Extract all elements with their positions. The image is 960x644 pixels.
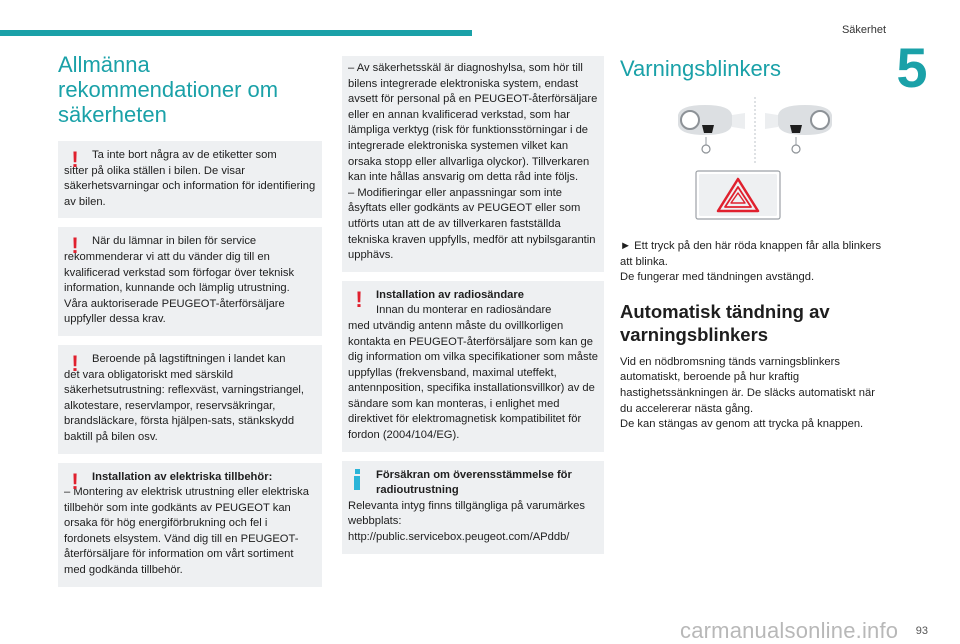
hazard-button-icon [696, 171, 780, 219]
instruction-text-2: De fungerar med tändningen avstängd. [620, 271, 815, 284]
note-text: – Modifieringar eller anpassningar som inte åsyftats eller godkänts av PEUGEOT eller som utförts utan att de av tillverkaren fastställda tekniska kraven uppfylls, medför att nybilsgarantin upphävs. [348, 186, 596, 262]
auto-hazard-text: Vid en nödbromsning tänds varningsblinkers automatiskt, beroende på hur kraftig hastighetssänkningen är. De släcks automatiskt när du accelererar nästa gång. [620, 355, 875, 415]
radio-warning-note: ! Installation av radiosändare Innan du monterar en radiosändare med utvändig antenn måste du ovillkorligen kontakta en PEUGEOT-återförsäljare som kan ge dig information om vilka specifikationer som måste uppfyllas (frekvensband, maximal uteffekt, antennposition, specifika installationsvillkor) av de sändare som kan monteras, i enlighet med direktivet för elektromagnetisk kompatibilitet för fordon (2004/104/EG). [342, 281, 604, 452]
warning-icon: ! [71, 468, 79, 494]
note-text: sitter på olika ställen i bilen. De visar säkerhetsvarningar och information för identifiering av bilen. [64, 164, 316, 208]
warning-note: ! Beroende på lagstiftningen i landet kan det vara obligatoriskt med särskild säkerhetsutrustning: reflexväst, varningstriangel, alkotestare, reservlampor, reservsäkringar, brandsläckare, första hjälpen-sats, stänkskydd baktill på bilen osv. [58, 345, 322, 454]
header-accent-bar [0, 30, 472, 36]
continued-note [342, 56, 604, 272]
title-line: Allmänna [58, 52, 150, 77]
warning-note: ! Installation av elektriska tillbehör: – Montering av elektrisk utrustning eller elektriska tillbehör som inte godkänts av PEUGEOT kan orsaka för hög energiförbrukning och fel i fordonets elsystem. Vänd dig till en PEUGEOT-återförsäljare för information om vårt sortiment med godkända tillbehör. [58, 463, 322, 587]
hazard-switch-diagram [620, 93, 890, 213]
info-icon [354, 469, 360, 490]
column-continued [342, 56, 604, 563]
warning-icon: ! [71, 233, 79, 259]
note-text: – Av säkerhetsskäl är diagnoshylsa, som hör till bilens integrerade elektroniska system, endast avsett för personal på en PEUGEOT-återförsäljare eller en annan kvalificerad verkstad, som har lämpliga verktyg (risk för funktionsstörningar i de integrerade elektroniska systemen vilket kan orsaka stopp eller allvarliga olyckor). Tillverkaren kan inte hållas ansvarig om detta råd inte följs. [348, 62, 598, 184]
page-number: 93 [915, 625, 928, 637]
steering-wheel-left-icon [678, 105, 745, 153]
subheading: Automatisk tändning av varningsblinkers [620, 300, 830, 345]
note-text: rekommenderar vi att du vänder dig till en kvalificerad verkstad som förfogar över teknisk information, kunnande och lämplig utrustning. Våra auktoriserade PEUGEOT-återförsäljare uppfyller dessa krav. [64, 250, 295, 326]
page-title [58, 52, 322, 127]
note-text: det vara obligatoriskt med särskild säkerhetsutrustning: reflexväst, varningstriangel, alkotestare, reservlampor, reservsäkringar, brandsläckare, första hjälpen-sats, stänkskydd baktill på bilen osv. [64, 368, 305, 443]
section-heading: Varningsblinkers [620, 56, 782, 81]
note-text: Relevanta intyg finns tillgängliga på varumärkes webbplats: http://public.servicebox.peugeot.com/APddb/ [348, 499, 585, 544]
warning-note: ! Ta inte bort några av de etiketter som sitter på olika ställen i bilen. De visar säkerhetsvarningar och information för identifiering av bilen. [58, 141, 322, 218]
watermark: carmanualsonline.info [680, 618, 899, 643]
title-line: rekommendationer om [58, 77, 279, 102]
chapter-number: 5 [896, 36, 928, 99]
conformity-info-note: Försäkran om överensstämmelse för radioutrustning Relevanta intyg finns tillgängliga på varumärkes webbplats: http://public.servicebox.peugeot.com/APddb/ [342, 461, 604, 554]
instruction-text: ► Ett tryck på den här röda knappen får alla blinkers att blinka. [620, 240, 882, 268]
warning-note: ! När du lämnar in bilen för service rekommenderar vi att du vänder dig till en kvalificerad verkstad som förfogar över teknisk information, kunnande och lämplig utrustning. Våra auktoriserade PEUGEOT-återförsäljare uppfyller dessa krav. [58, 227, 322, 336]
section-title: Säkerhet [841, 24, 886, 36]
column-general-recommendations [58, 52, 322, 596]
column-hazard-lights [620, 56, 890, 433]
warning-icon: ! [355, 286, 363, 312]
note-text: med utvändig antenn måste du ovillkorligen kontakta en PEUGEOT-återförsäljare som kan ge dig information om vilka specifikationer som måste uppfyllas (frekvensband, maximal uteffekt, antennposition, specifika installationsvillkor) av de sändare som kan monteras, i enlighet med direktivet för elektromagnetisk kompatibilitet för fordon (2004/104/EG). [348, 319, 598, 442]
steering-wheel-right-icon [765, 105, 832, 153]
auto-hazard-text-2: De kan stängas av genom att trycka på knappen. [620, 418, 864, 431]
warning-icon: ! [71, 147, 79, 172]
warning-icon: ! [71, 350, 79, 376]
title-line: säkerheten [58, 102, 167, 127]
note-text: – Montering av elektrisk utrustning eller elektriska tillbehör som inte godkänts av PEUGEOT kan orsaka för hög energiförbrukning och fel i fordonets elsystem. Vänd dig till en PEUGEOT-återförsäljare för information om vårt sortiment med godkända tillbehör. [64, 486, 309, 577]
dashboard-illustration [620, 93, 890, 223]
